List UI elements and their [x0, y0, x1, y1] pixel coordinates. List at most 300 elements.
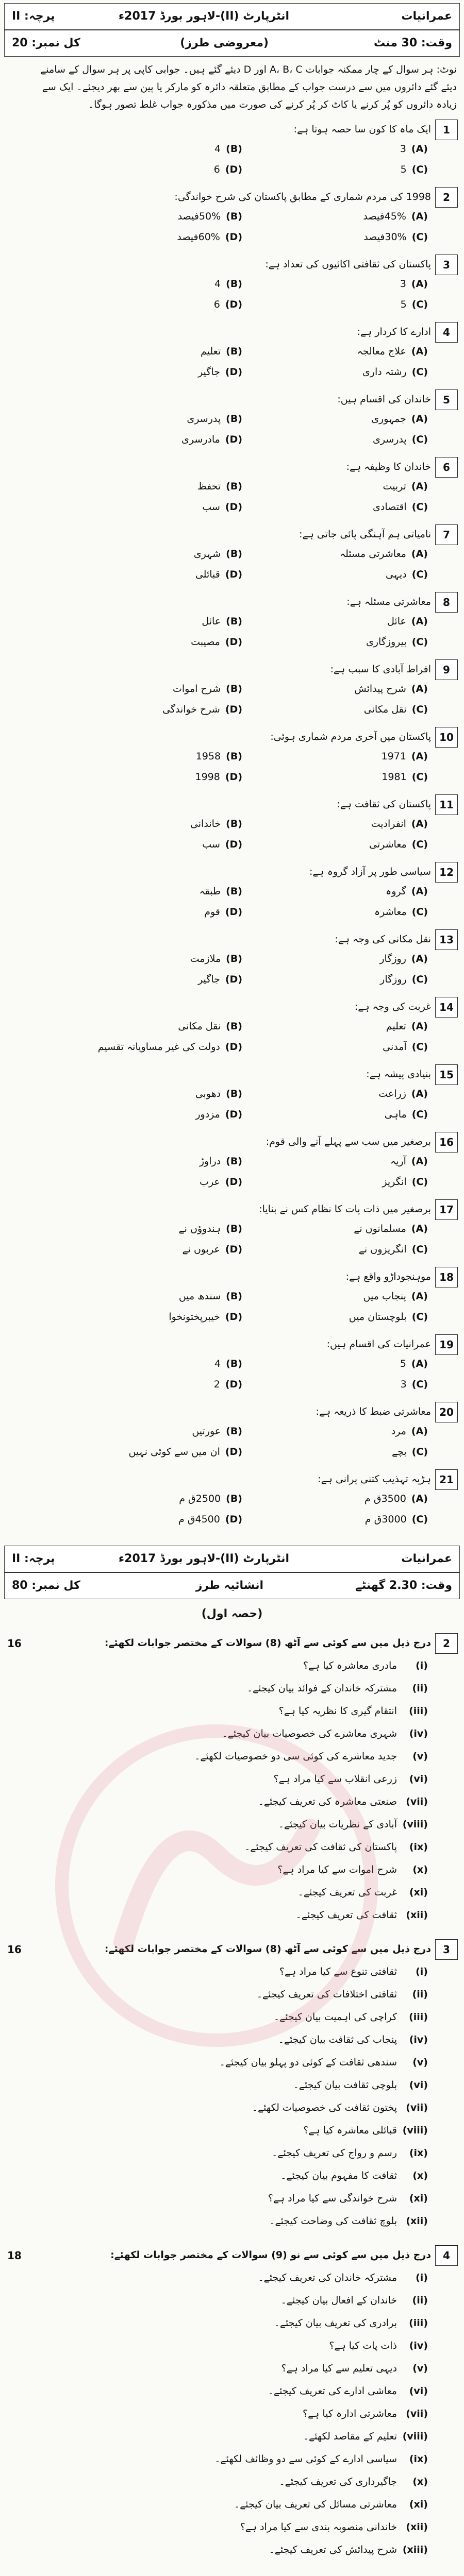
question-number: 7: [435, 524, 458, 545]
option-value: دراوڑ: [199, 1156, 221, 1167]
option-label: (D): [225, 906, 242, 918]
option-value: 5: [400, 164, 407, 175]
option-label: (C): [411, 1041, 428, 1053]
option-value: ملازمت: [190, 953, 221, 964]
option-label: (C): [411, 636, 428, 648]
option-a: [324, 1156, 428, 1167]
option-label: (D): [225, 1311, 242, 1323]
option-d: [128, 1446, 242, 1458]
option-value: طبقہ: [199, 886, 221, 897]
option-label: (C): [411, 231, 428, 243]
question-number: 10: [435, 727, 458, 748]
option-a: [324, 683, 428, 694]
option-label: (D): [225, 1041, 242, 1053]
option-label: (C): [411, 839, 428, 850]
option-a: [324, 346, 428, 357]
item-label: (viii): [402, 2431, 428, 2442]
item-label: (viii): [402, 2125, 428, 2136]
item-text: بلوچ ثقافت کی وضاحت کیجئے۔: [269, 2215, 397, 2227]
item-text: غربت کی تعریف کیجئے۔: [297, 1887, 397, 1898]
item-label: (i): [416, 2272, 428, 2283]
option-label: (D): [225, 974, 242, 985]
option-label: (B): [226, 548, 242, 560]
option-label: (D): [225, 704, 242, 715]
option-d: [138, 569, 242, 580]
item-text: پاکستان کی ثقافت کی تعریف کیجئے۔: [244, 1841, 397, 1853]
option-value: 4500ق م: [178, 1514, 220, 1525]
option-value: تحفظ: [197, 481, 221, 492]
option-value: قوم: [204, 906, 220, 918]
question-text: پاکستان کی ثقافتی اکائیوں کی تعداد ہے:: [265, 259, 431, 270]
question-text: ادارے کا کردار ہے:: [357, 326, 431, 337]
item-text: پنجاب کی ثقافت بیان کیجئے۔: [278, 2034, 397, 2045]
item-label: (ix): [409, 2453, 428, 2465]
option-value: 1958: [195, 751, 221, 762]
option-value: مصیبت: [191, 636, 220, 648]
option-value: معاشرہ: [374, 906, 407, 918]
item-text: شرح پیدائش کی تعریف کیجئے۔: [269, 2544, 397, 2555]
option-b: [138, 143, 242, 155]
item-text: شرح اموات سے کیا مراد ہے؟: [277, 1864, 397, 1875]
question-number: 14: [435, 997, 458, 1018]
option-c: [324, 434, 428, 445]
option-value: مرد: [391, 1426, 406, 1437]
option-c: [324, 1041, 428, 1053]
option-d: [138, 1379, 242, 1390]
paper1-total-marks: کل نمبر: 20: [12, 37, 80, 49]
option-label: (B): [226, 616, 242, 627]
option-c: [324, 1514, 428, 1525]
option-label: (A): [411, 413, 428, 425]
option-b: [138, 1426, 242, 1437]
option-label: (C): [411, 569, 428, 580]
option-a: [324, 751, 428, 762]
option-label: (C): [411, 974, 428, 985]
item-label: (v): [412, 1751, 428, 1762]
paper2-subject: عمرانیات: [401, 1552, 452, 1565]
option-value: پنجاب میں: [363, 1291, 406, 1302]
item-label: (xi): [409, 2499, 428, 2510]
option-value: تربیت: [383, 481, 406, 492]
option-value: تعلیم: [201, 346, 221, 357]
option-label: (C): [411, 501, 428, 513]
option-label: (D): [225, 1244, 242, 1255]
paper1-note-line2: دیئے گئے دائروں میں سے درست جواب کے مطابق متعلقہ دائرہ کو مارکر یا پین سے بھر دیجئے۔ ایک سے: [42, 81, 457, 93]
option-b: [138, 751, 242, 762]
option-label: (A): [411, 1156, 428, 1167]
option-value: جاگیر: [198, 974, 220, 985]
option-c: [324, 704, 428, 715]
option-value: زراعت: [378, 1088, 406, 1099]
question-marks: 16: [7, 1637, 22, 1650]
option-b: [138, 616, 242, 627]
option-value: دھوبی: [195, 1088, 221, 1099]
option-b: [138, 818, 242, 829]
option-label: (D): [225, 839, 242, 850]
option-label: (D): [225, 1514, 242, 1525]
option-label: (D): [225, 501, 242, 513]
item-text: جدید معاشرے کی کوئی سی دو خصوصیات لکھئے۔: [194, 1751, 397, 1762]
question-number: 4: [435, 322, 458, 343]
item-label: (ix): [409, 2147, 428, 2159]
option-value: بلوچستان میں: [349, 1311, 407, 1323]
option-b: [138, 211, 242, 222]
option-a: [324, 143, 428, 155]
option-a: [324, 1493, 428, 1504]
question-text: پاکستان میں آخری مردم شماری ہوئی:: [270, 731, 431, 742]
option-b: [138, 1291, 242, 1302]
option-value: عرب: [200, 1176, 220, 1188]
option-label: (C): [411, 299, 428, 310]
option-label: (A): [411, 1088, 428, 1099]
option-label: (C): [411, 1311, 428, 1323]
option-label: (C): [411, 1514, 428, 1525]
option-label: (A): [411, 211, 428, 222]
item-label: (ii): [412, 1683, 428, 1694]
option-label: (A): [411, 616, 428, 627]
option-value: مسلمانوں نے: [354, 1223, 406, 1234]
item-label: (vii): [406, 2408, 428, 2419]
item-text: مشترکہ خاندان کے فوائد بیان کیجئے۔: [246, 1683, 397, 1694]
option-b: [138, 413, 242, 425]
option-label: (B): [226, 1156, 242, 1167]
option-value: 6: [213, 164, 220, 175]
option-label: (D): [225, 1379, 242, 1390]
option-label: (A): [411, 1493, 428, 1504]
item-label: (i): [416, 1660, 428, 1671]
paper1-note-line3: زیادہ دائروں کو پُر کرنے یا کاٹ کر پُر کرنے کی صورت میں مذکورہ جواب غلط تصور ہوگا۔: [88, 99, 457, 110]
option-value: بیروزگاری: [366, 636, 407, 648]
option-a: [324, 1223, 428, 1234]
paper1-part: (معروضی طرز): [180, 37, 269, 49]
question-instruction: درج ذیل میں سے کوئی سے آٹھ (8) سوالات کے مختصر جوابات لکھئے:: [104, 1943, 431, 1955]
option-d: [138, 231, 242, 243]
paper1-board: انٹرپارٹ (II)-لاہور بورڈ 2017ء: [118, 10, 289, 23]
option-label: (B): [226, 886, 242, 897]
option-c: [324, 164, 428, 175]
option-label: (A): [411, 481, 428, 492]
question-text: افراط آبادی کا سبب ہے:: [330, 664, 431, 675]
option-value: خیبرپختونخوا: [169, 1311, 220, 1323]
option-d: [138, 771, 242, 783]
item-text: مادری معاشرہ کیا ہے؟: [303, 1660, 397, 1671]
item-label: (x): [412, 2476, 428, 2487]
option-value: 2: [213, 1379, 220, 1390]
item-label: (ii): [412, 1989, 428, 2000]
item-label: (xiii): [402, 2544, 428, 2555]
option-label: (A): [411, 1426, 428, 1437]
item-label: (xii): [406, 2215, 428, 2227]
item-text: شرح خواندگی سے کیا مراد ہے؟: [268, 2193, 397, 2204]
option-value: مزدور: [195, 1109, 220, 1120]
option-value: ہندوؤں نے: [178, 1223, 221, 1234]
option-value: 3: [400, 278, 406, 290]
option-label: (C): [411, 1244, 428, 1255]
question-number: 19: [435, 1334, 458, 1355]
option-label: (B): [226, 1223, 242, 1234]
option-value: شہری: [193, 548, 221, 560]
option-b: [138, 548, 242, 560]
question-text: برصغیر میں سب سے پہلے آنے والی قوم:: [266, 1136, 431, 1147]
option-value: دیہی: [385, 569, 407, 580]
option-label: (D): [225, 1176, 242, 1188]
option-d: [138, 501, 242, 513]
option-a: [324, 1088, 428, 1099]
option-a: [324, 413, 428, 425]
option-label: (A): [411, 818, 428, 829]
option-c: [324, 569, 428, 580]
option-label: (B): [226, 413, 242, 425]
option-d: [98, 1041, 242, 1053]
item-text: جاگیرداری کی تعریف کیجئے۔: [279, 2476, 397, 2487]
option-value: عورتیں: [192, 1426, 221, 1437]
option-a: [324, 548, 428, 560]
option-label: (C): [411, 1446, 428, 1458]
option-c: [324, 1244, 428, 1255]
item-text: معاشرتی مسائل کی تعریف بیان کیجئے۔: [234, 2499, 397, 2510]
paper1-header-row1: [4, 3, 460, 30]
item-text: ثقافتی تنوع سے کیا مراد ہے؟: [279, 1966, 397, 1977]
item-text: مشترکہ خاندان کی تعریف کیجئے۔: [258, 2272, 397, 2283]
option-value: خاندانی: [190, 818, 221, 829]
option-b: [138, 1493, 242, 1504]
question-text: نقل مکانی کی وجہ ہے:: [335, 934, 431, 945]
option-d: [138, 366, 242, 378]
option-d: [138, 1244, 242, 1255]
question-text: بنیادی پیشہ ہے:: [366, 1069, 431, 1080]
option-value: عائل: [387, 616, 406, 627]
paper2-board: انٹرپارٹ (II)-لاہور بورڈ 2017ء: [118, 1552, 289, 1565]
item-text: زرعی انقلاب سے کیا مراد ہے؟: [273, 1773, 397, 1785]
option-c: [324, 974, 428, 985]
paper2-time: وقت: 2.30 گھنٹے: [355, 1579, 452, 1592]
question-number: 12: [435, 862, 458, 883]
item-text: شہری معاشرے کی خصوصیات بیان کیجئے۔: [222, 1728, 397, 1739]
option-label: (B): [226, 278, 242, 290]
option-value: نقل مکانی: [363, 704, 407, 715]
item-text: پختون ثقافت کی خصوصیات لکھئے۔: [252, 2102, 397, 2113]
option-value: جمہوری: [371, 413, 406, 425]
option-value: 6: [213, 299, 220, 310]
item-text: برادری کی تعریف بیان کیجئے۔: [274, 2317, 397, 2329]
item-text: دیہی تعلیم سے کیا مراد ہے؟: [281, 2363, 397, 2374]
option-label: (C): [411, 366, 428, 378]
option-value: انفرادیت: [371, 818, 406, 829]
question-text: موہنجوداڑو واقع ہے:: [345, 1271, 431, 1282]
option-d: [138, 164, 242, 175]
item-label: (vii): [406, 1796, 428, 1807]
item-label: (iii): [409, 2011, 428, 2023]
question-number: 18: [435, 1267, 458, 1287]
option-value: 4: [214, 1358, 221, 1369]
option-a: [324, 616, 428, 627]
option-value: پدرسری: [187, 413, 221, 425]
option-value: عربوں نے: [182, 1244, 220, 1255]
option-value: 4: [214, 278, 221, 290]
option-value: شرح اموات: [172, 683, 221, 694]
option-label: (B): [226, 1291, 242, 1302]
option-value: نقل مکانی: [178, 1021, 221, 1032]
option-c: [324, 1109, 428, 1120]
option-label: (A): [411, 548, 428, 560]
option-value: 45%فیصد: [363, 211, 406, 222]
paper1-note-line1: نوٹ: ہر سوال کے چار ممکنہ جوابات A، B، C اور D دیئے گئے ہیں۔ جوابی کاپی پر ہر سوال کے سامنے: [40, 64, 457, 75]
option-d: [138, 1514, 242, 1525]
option-value: شرح پیدائش: [354, 683, 406, 694]
option-label: (D): [225, 1446, 242, 1458]
option-b: [138, 953, 242, 964]
item-label: (iv): [409, 2340, 428, 2351]
option-label: (C): [411, 771, 428, 783]
option-a: [324, 1426, 428, 1437]
paper2-part: انشائیہ طرز: [195, 1579, 263, 1592]
option-b: [138, 1358, 242, 1369]
option-d: [138, 704, 242, 715]
question-instruction: درج ذیل میں سے کوئی سے نو (9) سوالات کے مختصر جوابات لکھئے:: [110, 2249, 431, 2261]
option-value: 3: [400, 1379, 407, 1390]
item-text: خاندان کے افعال بیان کیجئے۔: [280, 2295, 397, 2306]
option-label: (A): [411, 1021, 428, 1032]
question-text: پاکستان کی ثقافت ہے:: [337, 799, 431, 810]
option-value: بچے: [392, 1446, 407, 1458]
option-label: (B): [226, 481, 242, 492]
option-label: (A): [411, 953, 428, 964]
option-label: (C): [411, 434, 428, 445]
option-c: [324, 636, 428, 648]
option-value: 2500ق م: [179, 1493, 221, 1504]
question-text: خاندان کا وظیفہ ہے:: [346, 461, 431, 472]
option-label: (B): [226, 346, 242, 357]
item-text: ثقافتی اختلافات کی تعریف کیجئے۔: [256, 1989, 397, 2000]
option-value: 5: [400, 299, 407, 310]
option-a: [324, 481, 428, 492]
question-text: معاشرتی مسئلہ ہے:: [346, 596, 431, 607]
option-value: روزگار: [380, 974, 407, 985]
option-value: آمدنی: [383, 1041, 407, 1053]
option-label: (D): [225, 1109, 242, 1120]
question-text: عمرانیات کی اقسام ہیں:: [326, 1338, 431, 1350]
question-number: 11: [435, 794, 458, 815]
option-label: (A): [411, 751, 428, 762]
option-value: 50%فیصد: [177, 211, 221, 222]
option-d: [138, 434, 242, 445]
option-d: [138, 1311, 242, 1323]
option-label: (B): [226, 953, 242, 964]
option-label: (A): [411, 683, 428, 694]
option-label: (C): [411, 906, 428, 918]
option-label: (B): [226, 1088, 242, 1099]
option-b: [138, 481, 242, 492]
option-value: 60%فیصد: [177, 231, 220, 243]
option-value: علاج معالجہ: [357, 346, 406, 357]
item-text: آبادی کے نظریات بیان کیجئے۔: [278, 1819, 397, 1830]
item-text: کراچی کی اہمیت بیان کیجئے۔: [273, 2011, 397, 2023]
question-number: 5: [435, 389, 458, 410]
item-label: (xii): [406, 2521, 428, 2533]
option-label: (A): [411, 1223, 428, 1234]
item-text: سیاسی ادارے کے کوئی سے دو وظائف لکھئے۔: [214, 2453, 397, 2465]
paper2-code: پرچہ: II: [12, 1552, 55, 1565]
option-label: (B): [226, 818, 242, 829]
option-value: 3500ق م: [364, 1493, 406, 1504]
item-label: (iii): [409, 1705, 428, 1717]
option-label: (A): [411, 1291, 428, 1302]
item-text: سندھی ثقافت کے کوئی دو پہلو بیان کیجئے۔: [219, 2057, 397, 2068]
question-instruction: درج ذیل میں سے کوئی سے آٹھ (8) سوالات کے مختصر جوابات لکھئے:: [104, 1637, 431, 1649]
option-value: انگریز: [382, 1176, 407, 1188]
option-c: [324, 1379, 428, 1390]
option-c: [324, 231, 428, 243]
option-label: (D): [225, 366, 242, 378]
item-text: خاندانی منصوبہ بندی سے کیا مراد ہے؟: [240, 2521, 397, 2533]
paper1-subject: عمرانیات: [401, 10, 452, 23]
item-text: بلوچی ثقافت بیان کیجئے۔: [293, 2079, 397, 2091]
option-value: ماہی: [384, 1109, 407, 1120]
option-label: (D): [225, 164, 242, 175]
option-c: [324, 771, 428, 783]
option-value: سب: [202, 501, 220, 513]
option-label: (D): [225, 434, 242, 445]
option-c: [324, 1446, 428, 1458]
option-label: (C): [411, 1176, 428, 1188]
option-b: [138, 278, 242, 290]
option-label: (D): [225, 569, 242, 580]
option-label: (C): [411, 1379, 428, 1390]
question-number: 3: [435, 1939, 458, 1960]
item-text: معاشرتی ادارہ کیا ہے؟: [302, 2408, 397, 2419]
option-label: (B): [226, 1493, 242, 1504]
item-text: ثقافت کا مفہوم بیان کیجئے۔: [280, 2170, 397, 2181]
option-d: [138, 299, 242, 310]
question-number: 15: [435, 1064, 458, 1085]
question-number: 3: [435, 255, 458, 275]
option-value: ان میں سے کوئی نہیں: [128, 1446, 220, 1458]
option-c: [324, 1176, 428, 1188]
option-a: [324, 211, 428, 222]
option-label: (A): [411, 143, 428, 155]
item-text: ثقافت کی تعریف کیجئے۔: [295, 1909, 397, 1921]
item-label: (iv): [409, 2034, 428, 2045]
option-value: 5: [400, 1358, 406, 1369]
item-text: قبائلی معاشرہ کیا ہے؟: [303, 2125, 397, 2136]
option-value: 1971: [381, 751, 406, 762]
option-d: [138, 839, 242, 850]
option-d: [138, 906, 242, 918]
item-text: تعلیم کے مقاصد لکھئے۔: [303, 2431, 397, 2442]
question-text: سیاسی طور پر آزاد گروہ ہے:: [309, 866, 431, 877]
option-value: اقتصادی: [372, 501, 407, 513]
option-value: جاگیر: [198, 366, 220, 378]
question-marks: 16: [7, 1943, 22, 1956]
option-value: رشتہ داری: [362, 366, 407, 378]
question-number: 21: [435, 1469, 458, 1490]
option-value: آریہ: [390, 1156, 406, 1167]
question-number: 4: [435, 2245, 458, 2266]
item-label: (iii): [409, 2317, 428, 2329]
item-label: (xii): [406, 1909, 428, 1921]
question-text: معاشرتی ضبط کا ذریعہ ہے:: [316, 1406, 431, 1417]
item-label: (ix): [409, 1841, 428, 1853]
paper1-time: وقت: 30 منٹ: [373, 37, 452, 49]
paper2-header-row2: [4, 1572, 460, 1599]
option-value: روزگار: [379, 953, 406, 964]
option-value: شرح خواندگی: [162, 704, 220, 715]
option-label: (B): [226, 211, 242, 222]
option-label: (B): [226, 1358, 242, 1369]
option-b: [138, 346, 242, 357]
option-c: [324, 366, 428, 378]
question-marks: 18: [7, 2249, 22, 2262]
